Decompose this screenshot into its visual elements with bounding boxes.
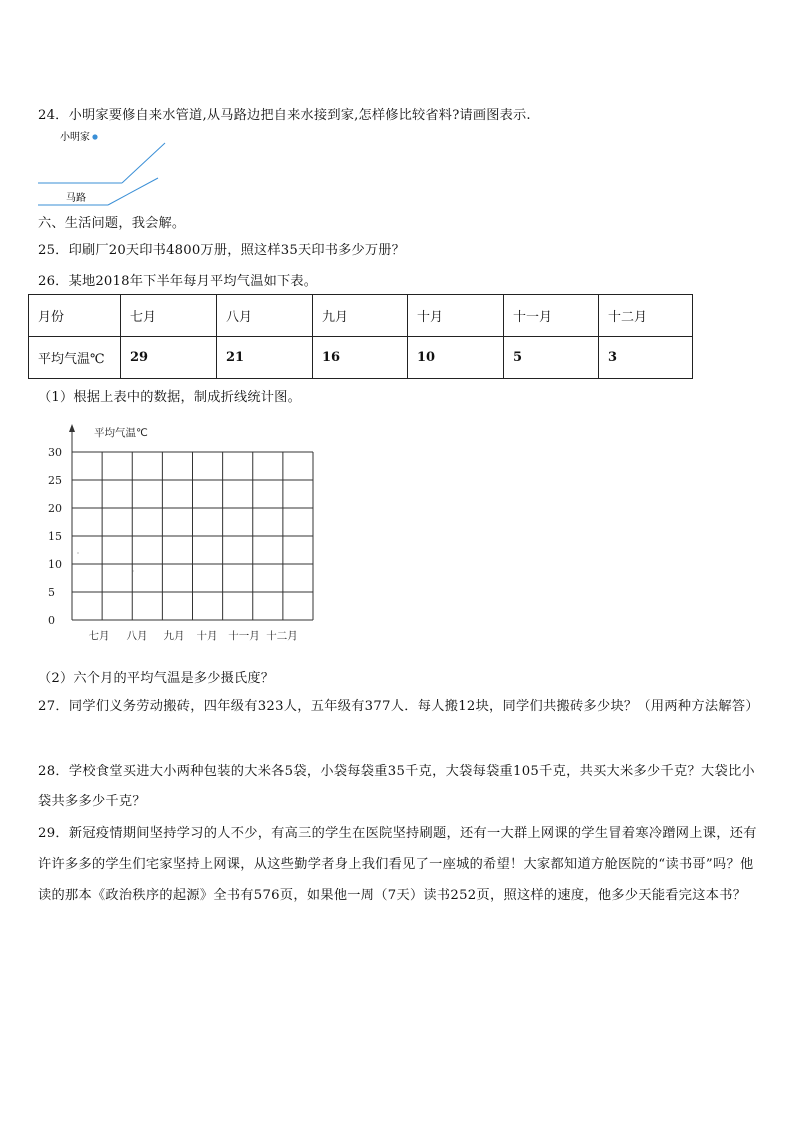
house-dot: [92, 134, 97, 139]
x-tick-label: 十一月: [228, 630, 260, 642]
table-cell: 十月: [408, 295, 504, 337]
y-axis-title: 平均气温℃: [94, 427, 148, 439]
house-label: 小明家: [60, 132, 90, 143]
y-tick-label: 30: [48, 446, 62, 459]
x-tick-label: 八月: [126, 630, 148, 642]
scan-speck: [132, 570, 133, 571]
table-cell: 月份: [29, 295, 121, 337]
y-tick-label: 10: [48, 558, 62, 571]
table-cell: 21: [217, 337, 313, 379]
x-tick-label: 九月: [163, 630, 185, 642]
y-tick-label: 0: [48, 614, 55, 627]
y-tick-label: 20: [48, 502, 62, 515]
x-tick-label: 十月: [196, 630, 218, 642]
road-label: 马路: [66, 193, 86, 204]
q27-text: 27．同学们义务劳动搬砖，四年级有323人，五年级有377人．每人搬12块，同学们共搬砖多少块？（用两种方法解答）: [38, 699, 759, 714]
q26-sub2: （2）六个月的平均气温是多少摄氏度？: [38, 671, 275, 686]
table-cell: 29: [121, 337, 217, 379]
table-row: [29, 295, 693, 337]
table-cell: 平均气温℃: [29, 337, 121, 379]
section-title: 六、生活问题，我会解。: [38, 216, 186, 231]
q25-text: 25．印刷厂20天印书4800万册，照这样35天印书多少万册？: [38, 243, 406, 258]
road-edge-lower-slant: [108, 178, 158, 205]
table-cell: 七月: [121, 295, 217, 337]
table-cell: 九月: [313, 295, 408, 337]
x-tick-label: 七月: [88, 630, 110, 642]
table-cell: 5: [504, 337, 599, 379]
q28-text: 28．学校食堂买进大小两种包装的大米各5袋，小袋每袋重35千克，大袋每袋重105千克，共买大米多少千克？大袋比小袋共多多少千克？: [38, 764, 755, 809]
q24-text: 24．小明家要修自来水管道,从马路边把自来水接到家,怎样修比较省料?请画图表示.: [38, 108, 531, 123]
x-tick-label: 十二月: [266, 630, 298, 642]
road-diagram: [36, 128, 176, 208]
road-edge-upper-slant: [122, 143, 165, 183]
table-row: [29, 337, 693, 379]
table-cell: 10: [408, 337, 504, 379]
table-cell: 3: [599, 337, 693, 379]
y-tick-label: 15: [48, 530, 62, 543]
scan-speck: [77, 552, 78, 553]
q26-text: 26．某地2018年下半年每月平均气温如下表。: [38, 274, 318, 289]
line-chart-grid: [40, 420, 330, 652]
table-cell: 八月: [217, 295, 313, 337]
y-axis-arrow: [69, 424, 75, 432]
q29-text: 29．新冠疫情期间坚持学习的人不少，有高三的学生在医院坚持刷题，还有一大群上网课的学生冒着寒冷蹭网上课，还有许许多多的学生们宅家坚持上网课，从这些勤学者身上我们看见了一座城的希望！大家都知道方舱医院的“读书哥”吗？他读的那本《政治秩序的起源》全书有576页，如果他一周（7天）读书252页，照这样的速度，他多少天能看完这本书？: [38, 826, 757, 903]
temperature-table: [28, 294, 693, 379]
table-cell: 十一月: [504, 295, 599, 337]
table-cell: 16: [313, 337, 408, 379]
q26-sub1: （1）根据上表中的数据，制成折线统计图。: [38, 390, 301, 405]
table-cell: 十二月: [599, 295, 693, 337]
y-tick-label: 5: [48, 586, 55, 599]
y-tick-label: 25: [48, 474, 62, 487]
